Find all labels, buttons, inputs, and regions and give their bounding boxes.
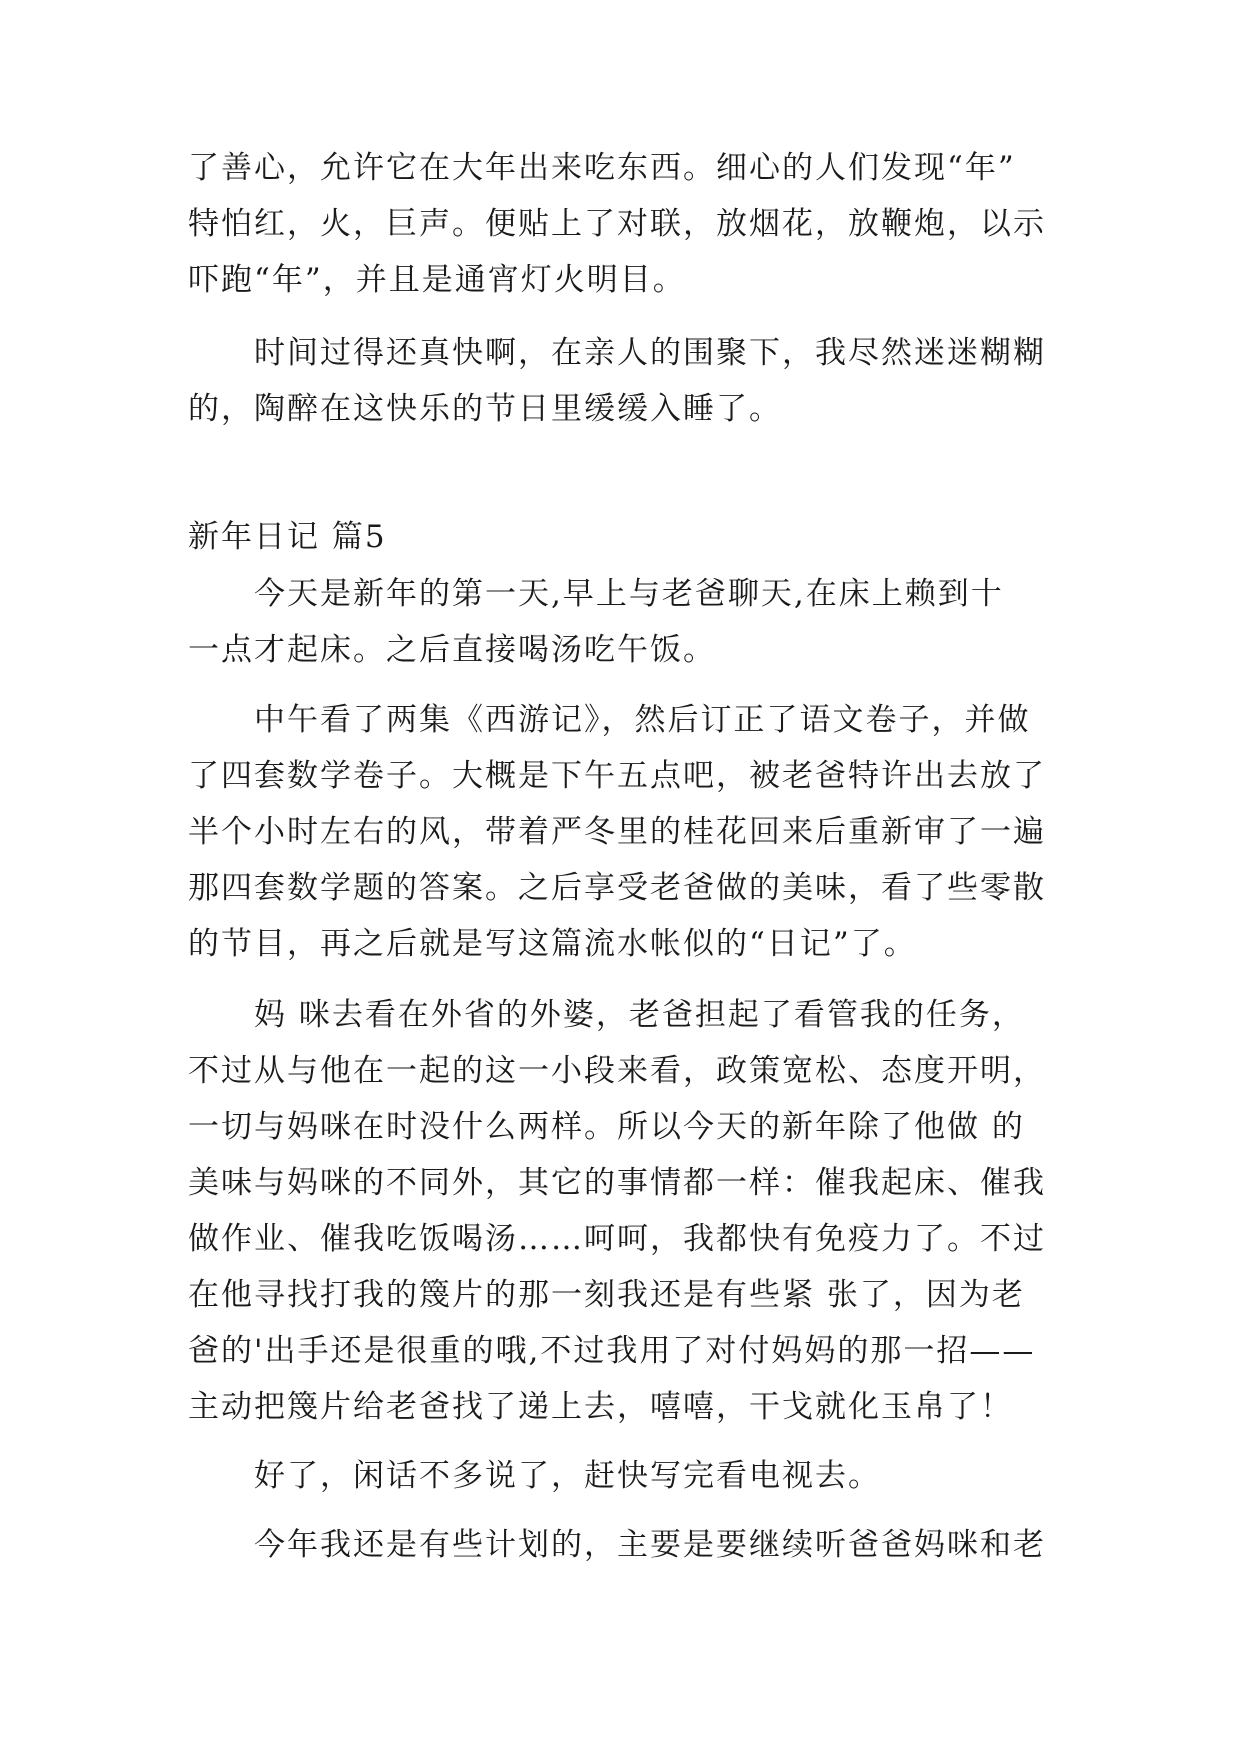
paragraph-line: 不过从与他在一起的这一小段来看，政策宽松、态度开明， bbox=[188, 1053, 1046, 1089]
paragraph-line: 一切与妈咪在时没什么两样。所以今天的新年除了他做 的 bbox=[188, 1109, 1025, 1145]
paragraph-line: 的，陶醉在这快乐的节日里缓缓入睡了。 bbox=[188, 391, 782, 427]
section-heading: 新年日记 篇5 bbox=[188, 519, 387, 555]
paragraph-line: 的节目，再之后就是写这篇流水帐似的“日记”了。 bbox=[188, 926, 917, 962]
paragraph-line: 中午看了两集《西游记》，然后订正了语文卷子，并做 bbox=[254, 702, 1031, 738]
paragraph-line: 今年我还是有些计划的，主要是要继续听爸爸妈咪和老 bbox=[254, 1527, 1046, 1563]
paragraph-line: 那四套数学题的答案。之后享受老爸做的美味，看了些零散 bbox=[188, 870, 1046, 906]
paragraph-line: 了四套数学卷子。大概是下午五点吧，被老爸特许出去放了 bbox=[188, 758, 1046, 794]
paragraph-line: 在他寻找打我的篾片的那一刻我还是有些紧 张了，因为老 bbox=[188, 1277, 1025, 1313]
paragraph-line: 吓跑“年”，并且是通宵灯火明目。 bbox=[188, 262, 686, 298]
paragraph-line: 主动把篾片给老爸找了递上去，嘻嘻，干戈就化玉帛了！ bbox=[188, 1389, 1013, 1425]
paragraph-line: 做作业、催我吃饭喝汤……呵呵，我都快有免疫力了。不过 bbox=[188, 1221, 1046, 1257]
paragraph-line: 半个小时左右的风，带着严冬里的桂花回来后重新审了一遍 bbox=[188, 814, 1046, 850]
paragraph-line: 妈 咪去看在外省的外婆，老爸担起了看管我的任务， bbox=[254, 997, 1025, 1033]
paragraph-line: 今天是新年的第一天,早上与老爸聊天,在床上赖到十 bbox=[254, 576, 1004, 612]
paragraph-line: 好了，闲话不多说了，赶快写完看电视去。 bbox=[254, 1458, 881, 1494]
paragraph-line: 了善心，允许它在大年出来吃东西。细心的人们发现“年” bbox=[188, 150, 1016, 186]
paragraph-line: 一点才起床。之后直接喝汤吃午饭。 bbox=[188, 632, 716, 668]
paragraph-line: 爸的'出手还是很重的哦,不过我用了对付妈妈的那一招—— bbox=[188, 1333, 1036, 1369]
paragraph-line: 时间过得还真快啊，在亲人的围聚下，我尽然迷迷糊糊 bbox=[254, 335, 1046, 371]
paragraph-line: 美味与妈咪的不同外，其它的事情都一样：催我起床、催我 bbox=[188, 1165, 1046, 1201]
paragraph-line: 特怕红，火，巨声。便贴上了对联，放烟花，放鞭炮，以示 bbox=[188, 206, 1046, 242]
